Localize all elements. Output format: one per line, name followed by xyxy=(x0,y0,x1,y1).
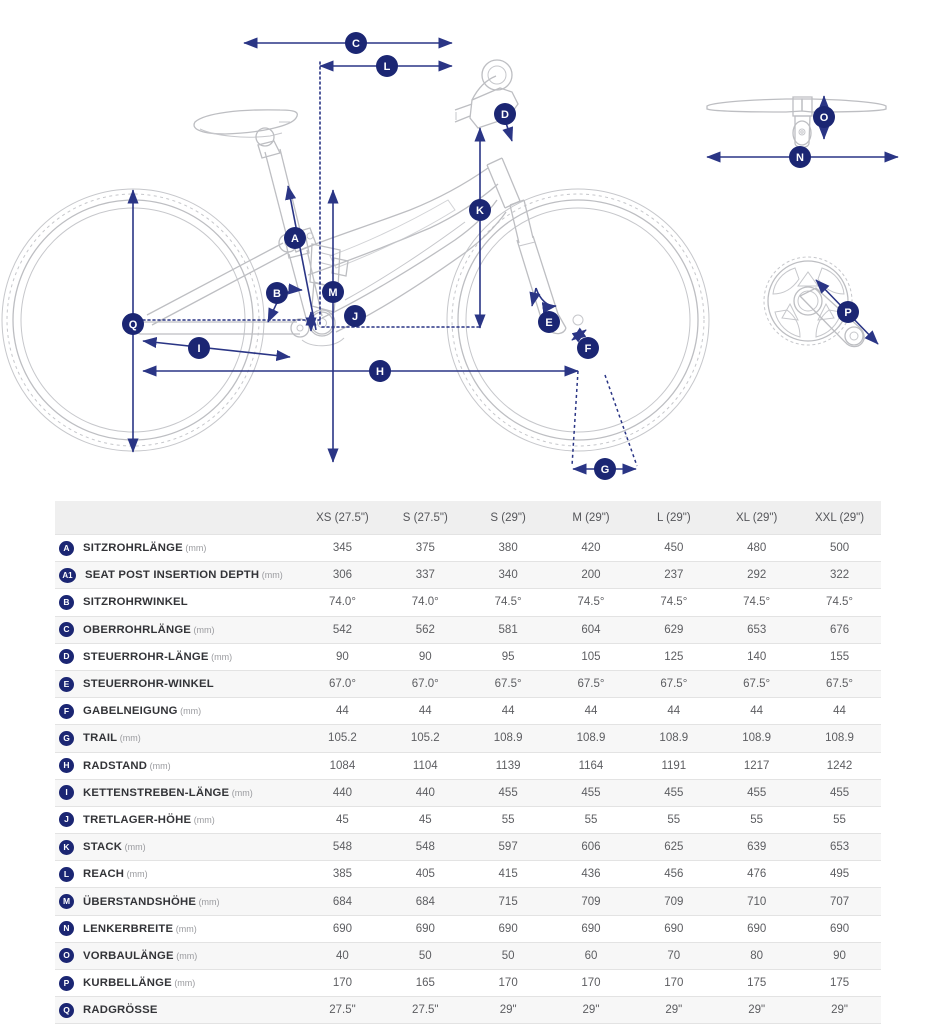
table-cell: 74.5° xyxy=(467,589,550,616)
row-badge-e: E xyxy=(59,677,74,692)
table-cell: 67.5° xyxy=(715,670,798,697)
table-cell: 476 xyxy=(715,861,798,888)
row-label-cell xyxy=(55,942,301,969)
table-row xyxy=(55,535,881,562)
table-cell: 105.2 xyxy=(384,725,467,752)
table-row xyxy=(55,970,881,997)
table-cell: 55 xyxy=(632,806,715,833)
table-header-row xyxy=(55,501,881,535)
table-cell: 170 xyxy=(632,970,715,997)
table-cell: 44 xyxy=(301,698,384,725)
diagram-label-N-text: N xyxy=(796,152,804,164)
table-cell: 44 xyxy=(550,698,633,725)
row-badge-i: I xyxy=(59,785,74,800)
diagram-label-C xyxy=(345,32,367,54)
diagram-label-K-text: K xyxy=(476,205,484,217)
table-cell: 292 xyxy=(715,562,798,589)
table-cell: 27.5" xyxy=(384,997,467,1024)
diagram-label-H xyxy=(369,360,391,382)
table-cell: 67.0° xyxy=(384,670,467,697)
row-badge-j: J xyxy=(59,812,74,827)
table-cell: 44 xyxy=(798,698,881,725)
table-cell: 436 xyxy=(550,861,633,888)
table-cell: 90 xyxy=(301,643,384,670)
table-cell: 690 xyxy=(715,915,798,942)
table-cell: 440 xyxy=(384,779,467,806)
row-label-unit: (mm) xyxy=(191,624,215,635)
table-cell: 1242 xyxy=(798,752,881,779)
diagram-label-M-text: M xyxy=(328,287,338,299)
diagram-label-P-text: P xyxy=(844,307,852,319)
row-badge-o: O xyxy=(59,948,74,963)
table-cell: 60 xyxy=(550,942,633,969)
table-cell: 1084 xyxy=(301,752,384,779)
table-row xyxy=(55,725,881,752)
row-label-unit: (mm) xyxy=(208,651,233,662)
diagram-label-K xyxy=(469,199,491,221)
table-cell: 345 xyxy=(301,535,384,562)
table-cell: 45 xyxy=(384,806,467,833)
table-cell: 108.9 xyxy=(798,725,881,752)
row-label-cell xyxy=(55,997,301,1024)
row-label-text: GABELNEIGUNG (mm) xyxy=(83,705,202,718)
table-row xyxy=(55,942,881,969)
row-label-text: STEUERROHR-WINKEL xyxy=(83,678,214,691)
table-cell: 80 xyxy=(715,942,798,969)
table-cell: 690 xyxy=(301,915,384,942)
row-label-cell xyxy=(55,888,301,915)
diagram-label-A xyxy=(284,227,306,249)
table-row xyxy=(55,806,881,833)
row-label-cell xyxy=(55,806,301,833)
diagram-label-O-text: O xyxy=(819,112,829,124)
column-header-xl-29: XL (29") xyxy=(715,501,798,535)
table-row xyxy=(55,752,881,779)
table-cell: 380 xyxy=(467,535,550,562)
table-cell: 74.5° xyxy=(632,589,715,616)
row-label-text: RADSTAND (mm) xyxy=(83,759,171,772)
table-cell: 125 xyxy=(632,643,715,670)
column-header-measure xyxy=(55,501,301,535)
table-cell: 604 xyxy=(550,616,633,643)
table-cell: 1164 xyxy=(550,752,633,779)
table-cell: 548 xyxy=(384,834,467,861)
row-label-unit: (mm) xyxy=(124,869,148,880)
row-badge-b: B xyxy=(59,595,74,610)
table-cell: 690 xyxy=(550,915,633,942)
table-cell: 581 xyxy=(467,616,550,643)
table-cell: 170 xyxy=(467,970,550,997)
table-cell: 74.5° xyxy=(550,589,633,616)
row-label-text: SEAT POST INSERTION DEPTH (mm) xyxy=(85,569,283,582)
table-cell: 322 xyxy=(798,562,881,589)
table-cell: 500 xyxy=(798,535,881,562)
table-cell: 548 xyxy=(301,834,384,861)
table-row xyxy=(55,616,881,643)
table-row xyxy=(55,698,881,725)
table-cell: 455 xyxy=(467,779,550,806)
geometry-table-container xyxy=(55,501,881,1024)
row-label-cell xyxy=(55,834,301,861)
table-cell: 67.5° xyxy=(467,670,550,697)
table-cell: 55 xyxy=(550,806,633,833)
diagram-label-E-text: E xyxy=(545,317,553,329)
table-row xyxy=(55,643,881,670)
table-cell: 108.9 xyxy=(550,725,633,752)
bike-side-view-illustration xyxy=(2,60,709,451)
row-label-text: STACK (mm) xyxy=(83,841,146,854)
table-cell: 1104 xyxy=(384,752,467,779)
table-cell: 385 xyxy=(301,861,384,888)
table-cell: 74.5° xyxy=(798,589,881,616)
row-label-text: LENKERBREITE (mm) xyxy=(83,922,197,935)
table-cell: 440 xyxy=(301,779,384,806)
table-cell: 455 xyxy=(715,779,798,806)
table-cell: 639 xyxy=(715,834,798,861)
diagram-label-G-text: G xyxy=(600,464,610,476)
table-cell: 29" xyxy=(632,997,715,1024)
diagram-label-I-text: I xyxy=(197,343,201,355)
table-cell: 44 xyxy=(467,698,550,725)
table-cell: 405 xyxy=(384,861,467,888)
diagram-label-J xyxy=(344,305,366,327)
table-cell: 653 xyxy=(798,834,881,861)
table-cell: 95 xyxy=(467,643,550,670)
table-cell: 480 xyxy=(715,535,798,562)
table-cell: 690 xyxy=(798,915,881,942)
row-label-cell xyxy=(55,616,301,643)
table-cell: 495 xyxy=(798,861,881,888)
table-cell: 29" xyxy=(798,997,881,1024)
row-label-text: KURBELLÄNGE (mm) xyxy=(83,977,196,990)
table-row xyxy=(55,861,881,888)
row-label-unit: (mm) xyxy=(173,950,198,961)
row-label-cell xyxy=(55,698,301,725)
row-label-unit: (mm) xyxy=(196,896,220,907)
table-cell: 155 xyxy=(798,643,881,670)
bike-geometry-diagram xyxy=(0,0,936,495)
row-label-text: STEUERROHR-LÄNGE (mm) xyxy=(83,650,233,663)
table-cell: 165 xyxy=(384,970,467,997)
row-label-text: SITZROHRLÄNGE (mm) xyxy=(83,542,207,555)
table-cell: 175 xyxy=(798,970,881,997)
row-label-cell xyxy=(55,535,301,562)
row-badge-g: G xyxy=(59,731,74,746)
table-cell: 709 xyxy=(632,888,715,915)
table-cell: 709 xyxy=(550,888,633,915)
table-row xyxy=(55,589,881,616)
diagram-label-O xyxy=(813,106,835,128)
table-cell: 90 xyxy=(384,643,467,670)
row-label-cell xyxy=(55,589,301,616)
diagram-label-C-text: C xyxy=(352,38,360,50)
table-cell: 50 xyxy=(384,942,467,969)
table-cell: 455 xyxy=(798,779,881,806)
table-cell: 450 xyxy=(632,535,715,562)
row-label-cell xyxy=(55,915,301,942)
table-cell: 1191 xyxy=(632,752,715,779)
table-cell: 108.9 xyxy=(467,725,550,752)
table-cell: 175 xyxy=(715,970,798,997)
table-cell: 50 xyxy=(467,942,550,969)
table-cell: 337 xyxy=(384,562,467,589)
row-label-text: TRAIL (mm) xyxy=(83,732,141,745)
table-cell: 29" xyxy=(715,997,798,1024)
table-cell: 27.5" xyxy=(301,997,384,1024)
table-cell: 55 xyxy=(798,806,881,833)
table-cell: 306 xyxy=(301,562,384,589)
row-label-cell xyxy=(55,752,301,779)
table-cell: 684 xyxy=(301,888,384,915)
table-cell: 690 xyxy=(632,915,715,942)
table-cell: 690 xyxy=(384,915,467,942)
row-label-text: TRETLAGER-HÖHE (mm) xyxy=(83,813,215,826)
diagram-label-Q xyxy=(122,313,144,335)
diagram-label-A-text: A xyxy=(291,233,299,245)
row-label-cell xyxy=(55,562,301,589)
row-badge-p: P xyxy=(59,976,74,991)
geometry-table xyxy=(55,501,881,1024)
diagram-label-I xyxy=(188,337,210,359)
row-badge-l: L xyxy=(59,867,74,882)
row-label-text: ÜBERSTANDSHÖHE (mm) xyxy=(83,895,220,908)
diagram-label-E xyxy=(538,311,560,333)
table-cell: 237 xyxy=(632,562,715,589)
table-cell: 67.5° xyxy=(550,670,633,697)
row-label-text: KETTENSTREBEN-LÄNGE (mm) xyxy=(83,786,253,799)
table-cell: 710 xyxy=(715,888,798,915)
table-cell: 653 xyxy=(715,616,798,643)
diagram-label-F-text: F xyxy=(584,343,592,355)
diagram-label-P xyxy=(837,301,859,323)
row-label-unit: (mm) xyxy=(171,978,196,989)
table-cell: 74.5° xyxy=(715,589,798,616)
row-label-cell xyxy=(55,725,301,752)
table-cell: 676 xyxy=(798,616,881,643)
row-badge-q: Q xyxy=(59,1003,74,1018)
table-cell: 684 xyxy=(384,888,467,915)
table-row xyxy=(55,997,881,1024)
table-body xyxy=(55,535,881,1024)
diagram-label-Q-text: Q xyxy=(128,319,138,331)
table-cell: 67.5° xyxy=(632,670,715,697)
table-cell: 170 xyxy=(301,970,384,997)
row-label-unit: (mm) xyxy=(177,706,202,717)
table-cell: 74.0° xyxy=(301,589,384,616)
column-header-m-29: M (29") xyxy=(550,501,633,535)
table-cell: 715 xyxy=(467,888,550,915)
row-label-unit: (mm) xyxy=(122,842,146,853)
diagram-label-N xyxy=(789,146,811,168)
table-cell: 29" xyxy=(467,997,550,1024)
table-cell: 629 xyxy=(632,616,715,643)
table-row xyxy=(55,888,881,915)
table-cell: 67.5° xyxy=(798,670,881,697)
table-cell: 707 xyxy=(798,888,881,915)
row-badge-c: C xyxy=(59,622,74,637)
table-cell: 1139 xyxy=(467,752,550,779)
row-label-unit: (mm) xyxy=(147,760,171,771)
row-badge-f: F xyxy=(59,704,74,719)
table-cell: 29" xyxy=(550,997,633,1024)
diagram-label-D-text: D xyxy=(501,109,509,121)
row-label-text: REACH (mm) xyxy=(83,868,148,881)
table-cell: 597 xyxy=(467,834,550,861)
table-cell: 455 xyxy=(632,779,715,806)
table-cell: 415 xyxy=(467,861,550,888)
diagram-label-D xyxy=(494,103,516,125)
table-row xyxy=(55,779,881,806)
table-row xyxy=(55,915,881,942)
row-badge-m: M xyxy=(59,894,74,909)
column-header-s-275: S (27.5") xyxy=(384,501,467,535)
row-label-cell xyxy=(55,861,301,888)
table-cell: 108.9 xyxy=(715,725,798,752)
table-header xyxy=(55,501,881,535)
table-cell: 420 xyxy=(550,535,633,562)
table-cell: 455 xyxy=(550,779,633,806)
diagram-label-H-text: H xyxy=(376,366,384,378)
table-cell: 44 xyxy=(715,698,798,725)
row-label-unit: (mm) xyxy=(182,543,207,554)
column-header-xs-275: XS (27.5") xyxy=(301,501,384,535)
row-badge-h: H xyxy=(59,758,74,773)
diagram-label-M xyxy=(322,281,344,303)
table-cell: 40 xyxy=(301,942,384,969)
diagram-label-J-text: J xyxy=(351,311,359,323)
row-label-unit: (mm) xyxy=(259,570,283,581)
row-label-text: VORBAULÄNGE (mm) xyxy=(83,949,198,962)
diagram-label-F xyxy=(577,337,599,359)
diagram-label-L xyxy=(376,55,398,77)
diagram-label-G xyxy=(594,458,616,480)
row-label-unit: (mm) xyxy=(117,733,141,744)
table-cell: 105 xyxy=(550,643,633,670)
table-cell: 140 xyxy=(715,643,798,670)
column-header-s-29: S (29") xyxy=(467,501,550,535)
table-cell: 456 xyxy=(632,861,715,888)
table-cell: 375 xyxy=(384,535,467,562)
table-row xyxy=(55,562,881,589)
table-row xyxy=(55,834,881,861)
table-cell: 625 xyxy=(632,834,715,861)
row-badge-d: D xyxy=(59,649,74,664)
row-label-unit: (mm) xyxy=(229,787,253,798)
row-label-text: RADGRÖSSE xyxy=(83,1004,158,1017)
table-cell: 44 xyxy=(384,698,467,725)
table-cell: 90 xyxy=(798,942,881,969)
table-cell: 340 xyxy=(467,562,550,589)
table-cell: 606 xyxy=(550,834,633,861)
row-label-cell xyxy=(55,970,301,997)
table-cell: 70 xyxy=(632,942,715,969)
row-badge-n: N xyxy=(59,921,74,936)
table-cell: 55 xyxy=(715,806,798,833)
diagram-label-B-text: B xyxy=(273,288,281,300)
table-cell: 45 xyxy=(301,806,384,833)
row-label-unit: (mm) xyxy=(173,923,197,934)
table-cell: 690 xyxy=(467,915,550,942)
table-cell: 1217 xyxy=(715,752,798,779)
diagram-label-L-text: L xyxy=(383,61,391,73)
row-label-unit: (mm) xyxy=(191,814,215,825)
column-header-xxl-29: XXL (29") xyxy=(798,501,881,535)
row-label-cell xyxy=(55,670,301,697)
row-badge-k: K xyxy=(59,840,74,855)
table-cell: 170 xyxy=(550,970,633,997)
row-label-cell xyxy=(55,643,301,670)
row-badge-a: A xyxy=(59,541,74,556)
column-header-l-29: L (29") xyxy=(632,501,715,535)
table-cell: 105.2 xyxy=(301,725,384,752)
row-label-text: OBERROHRLÄNGE (mm) xyxy=(83,623,215,636)
row-label-cell xyxy=(55,779,301,806)
row-badge-a1: A1 xyxy=(59,568,76,583)
table-cell: 44 xyxy=(632,698,715,725)
diagram-label-B xyxy=(266,282,288,304)
row-label-text: SITZROHRWINKEL xyxy=(83,596,188,609)
handlebar-illustration xyxy=(707,97,886,148)
table-row xyxy=(55,670,881,697)
table-cell: 55 xyxy=(467,806,550,833)
table-cell: 74.0° xyxy=(384,589,467,616)
table-cell: 200 xyxy=(550,562,633,589)
table-cell: 108.9 xyxy=(632,725,715,752)
table-cell: 542 xyxy=(301,616,384,643)
table-cell: 67.0° xyxy=(301,670,384,697)
table-cell: 562 xyxy=(384,616,467,643)
